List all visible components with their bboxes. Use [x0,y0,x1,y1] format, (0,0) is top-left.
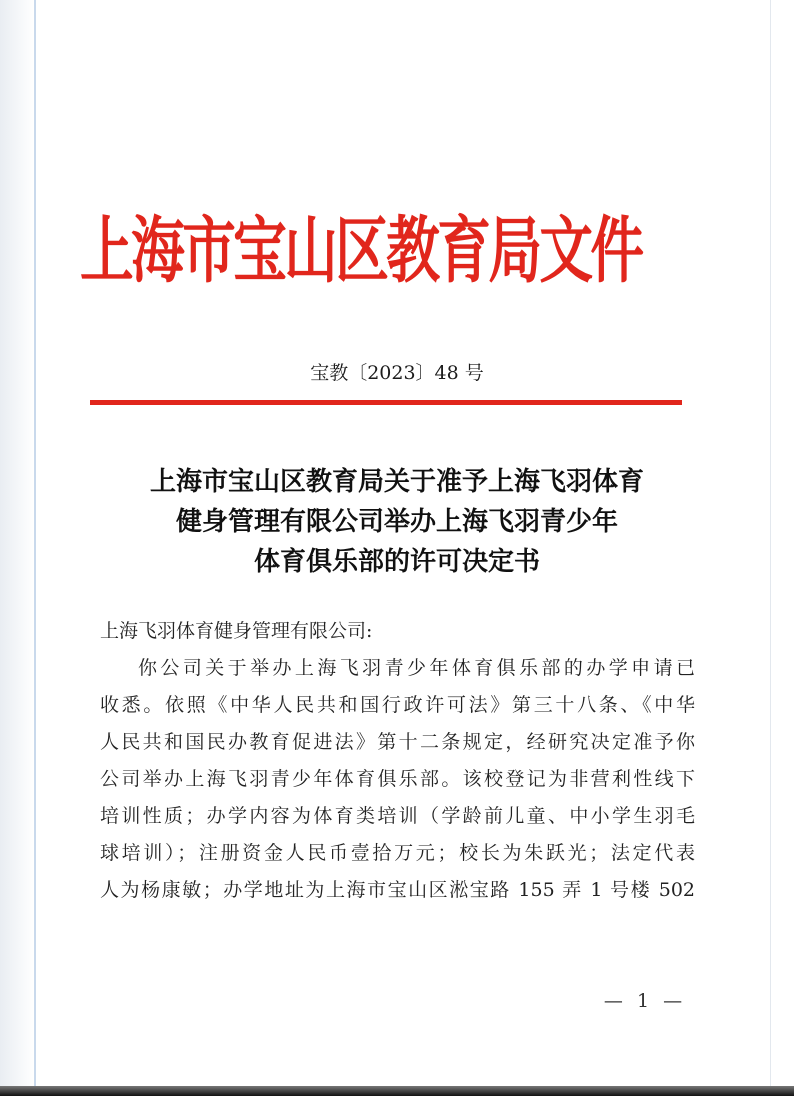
document-number: 宝教〔2023〕48 号 [310,362,484,384]
body-text-line: 你公司关于举办上海飞羽青少年体育俱乐部的办学申请已 [138,657,695,679]
title-line: 上海市宝山区教育局关于准予上海飞羽体育 [149,467,644,497]
title-line: 健身管理有限公司举办上海飞羽青少年 [175,507,618,537]
body-text-line: 人民共和国民办教育促进法》第十二条规定，经研究决定准予你 [100,731,695,753]
title-line: 体育俱乐部的许可决定书 [253,547,540,577]
issuer-banner: 上海市宝山区教育局文件 [80,209,642,294]
salutation: 上海飞羽体育健身管理有限公司: [100,620,373,642]
red-divider-line [90,400,682,405]
body-text-line: 培训性质；办学内容为体育类培训（学龄前儿童、中小学生羽毛 [100,805,695,827]
document-body [100,612,695,909]
page-number: — 1 — [603,990,687,1012]
body-text-line: 球培训）；注册资金人民币壹拾万元；校长为朱跃光；法定代表 [100,842,695,864]
body-text-line: 收悉。依照《中华人民共和国行政许可法》第三十八条、《中华 [100,694,695,716]
scan-bottom-edge [0,1086,794,1096]
body-text-line: 公司举办上海飞羽青少年体育俱乐部。该校登记为非营利性线下 [100,768,695,790]
document-title [0,462,794,582]
body-text-line: 人为杨康敏；办学地址为上海市宝山区淞宝路 155 弄 1 号楼 502 [100,879,695,901]
